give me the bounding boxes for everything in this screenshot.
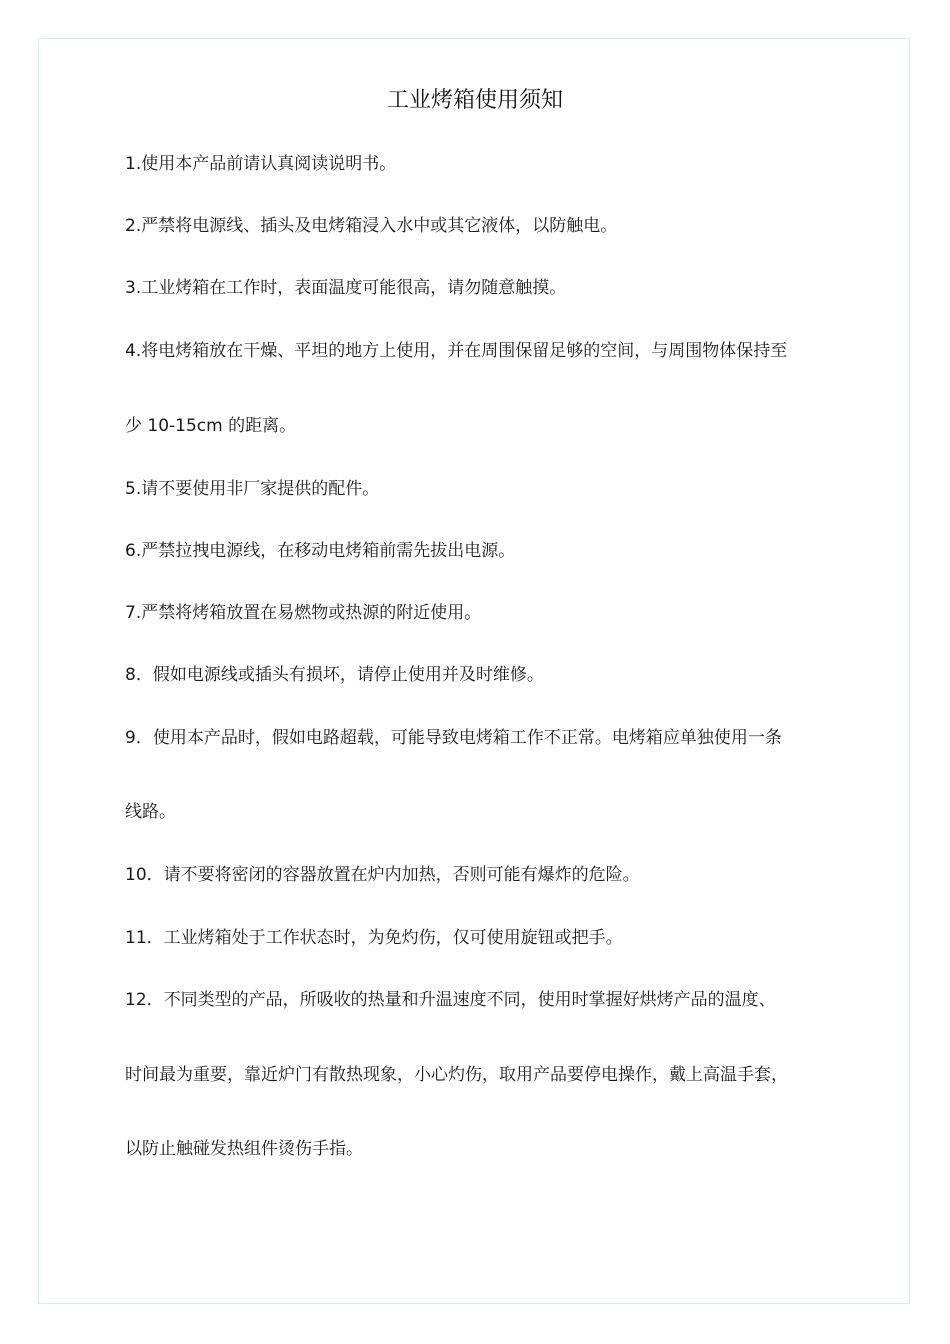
notice-item-12-line-1: 12．不同类型的产品，所吸收的热量和升温速度不同，使用时掌握好烘烤产品的温度、 xyxy=(125,990,776,1010)
notice-item-1: 1.使用本产品前请认真阅读说明书。 xyxy=(125,154,397,174)
notice-item-7: 7.严禁将烤箱放置在易燃物或热源的附近使用。 xyxy=(125,603,482,623)
notice-item-5: 5.请不要使用非厂家提供的配件。 xyxy=(125,479,380,499)
notice-item-11: 11．工业烤箱处于工作状态时，为免灼伤，仅可使用旋钮或把手。 xyxy=(125,928,623,948)
notice-item-2: 2.严禁将电源线、插头及电烤箱浸入水中或其它液体，以防触电。 xyxy=(125,216,618,236)
notice-item-3: 3.工业烤箱在工作时，表面温度可能很高，请勿随意触摸。 xyxy=(125,278,567,298)
notice-item-12-line-3: 以防止触碰发热组件烫伤手指。 xyxy=(125,1139,363,1159)
notice-item-12-line-2: 时间最为重要，靠近炉门有散热现象，小心灼伤，取用产品要停电操作，戴上高温手套， xyxy=(125,1065,788,1085)
notice-item-4-line-2: 少 10-15cm 的距离。 xyxy=(125,416,297,436)
notice-item-9-line-2: 线路。 xyxy=(125,802,176,822)
notice-item-8: 8．假如电源线或插头有损坏，请停止使用并及时维修。 xyxy=(125,665,544,685)
document-title: 工业烤箱使用须知 xyxy=(386,88,563,113)
notice-item-10: 10．请不要将密闭的容器放置在炉内加热，否则可能有爆炸的危险。 xyxy=(125,865,640,885)
notice-item-9-line-1: 9．使用本产品时，假如电路超载，可能导致电烤箱工作不正常。电烤箱应单独使用一条 xyxy=(125,728,782,748)
notice-item-4-line-1: 4.将电烤箱放在干燥、平坦的地方上使用，并在周围保留足够的空间，与周围物体保持至 xyxy=(125,341,788,361)
notice-item-6: 6.严禁拉拽电源线，在移动电烤箱前需先拔出电源。 xyxy=(125,541,516,561)
